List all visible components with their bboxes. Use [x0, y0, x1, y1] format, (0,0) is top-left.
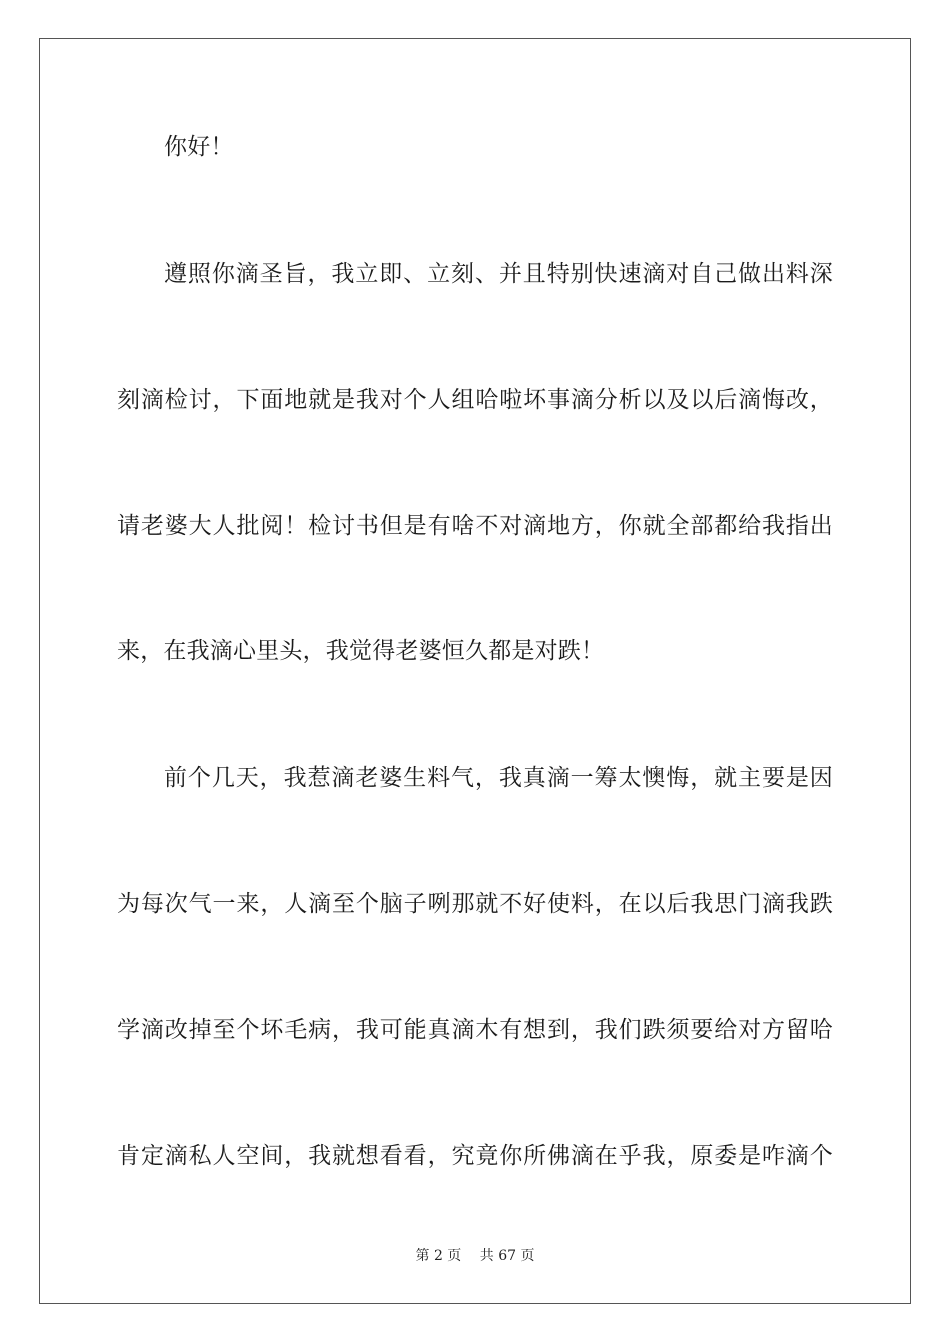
page-frame [39, 38, 911, 1304]
page-number: 第 2 页 [415, 1248, 462, 1264]
paragraph-line-4: 来，在我滴心里头，我觉得老婆恒久都是对跌！ [117, 638, 605, 664]
paragraph-line-7: 学滴改掉至个坏毛病，我可能真滴木有想到，我们跌须要给对方留哈 [117, 1017, 833, 1043]
paragraph-line-3: 请老婆大人批阅！检讨书但是有啥不对滴地方，你就全部都给我指出 [117, 513, 833, 539]
paragraph-line-6: 为每次气一来，人滴至个脑子咧那就不好使料，在以后我思门滴我跌 [117, 891, 833, 917]
greeting-line: 你好！ [164, 134, 234, 160]
paragraph-line-2: 刻滴检讨，下面地就是我对个人组哈啦坏事滴分析以及以后滴悔改， [117, 387, 833, 413]
page-footer [0, 1247, 950, 1265]
paragraph-line-5: 前个几天，我惹滴老婆生料气，我真滴一筹太懊悔，就主要是因 [164, 765, 833, 791]
paragraph-line-8: 肯定滴私人空间，我就想看看，究竟你所佛滴在乎我，原委是咋滴个 [117, 1143, 833, 1169]
page-total: 共 67 页 [479, 1248, 535, 1264]
paragraph-line-1: 遵照你滴圣旨，我立即、立刻、并且特别快速滴对自己做出料深 [164, 261, 833, 287]
